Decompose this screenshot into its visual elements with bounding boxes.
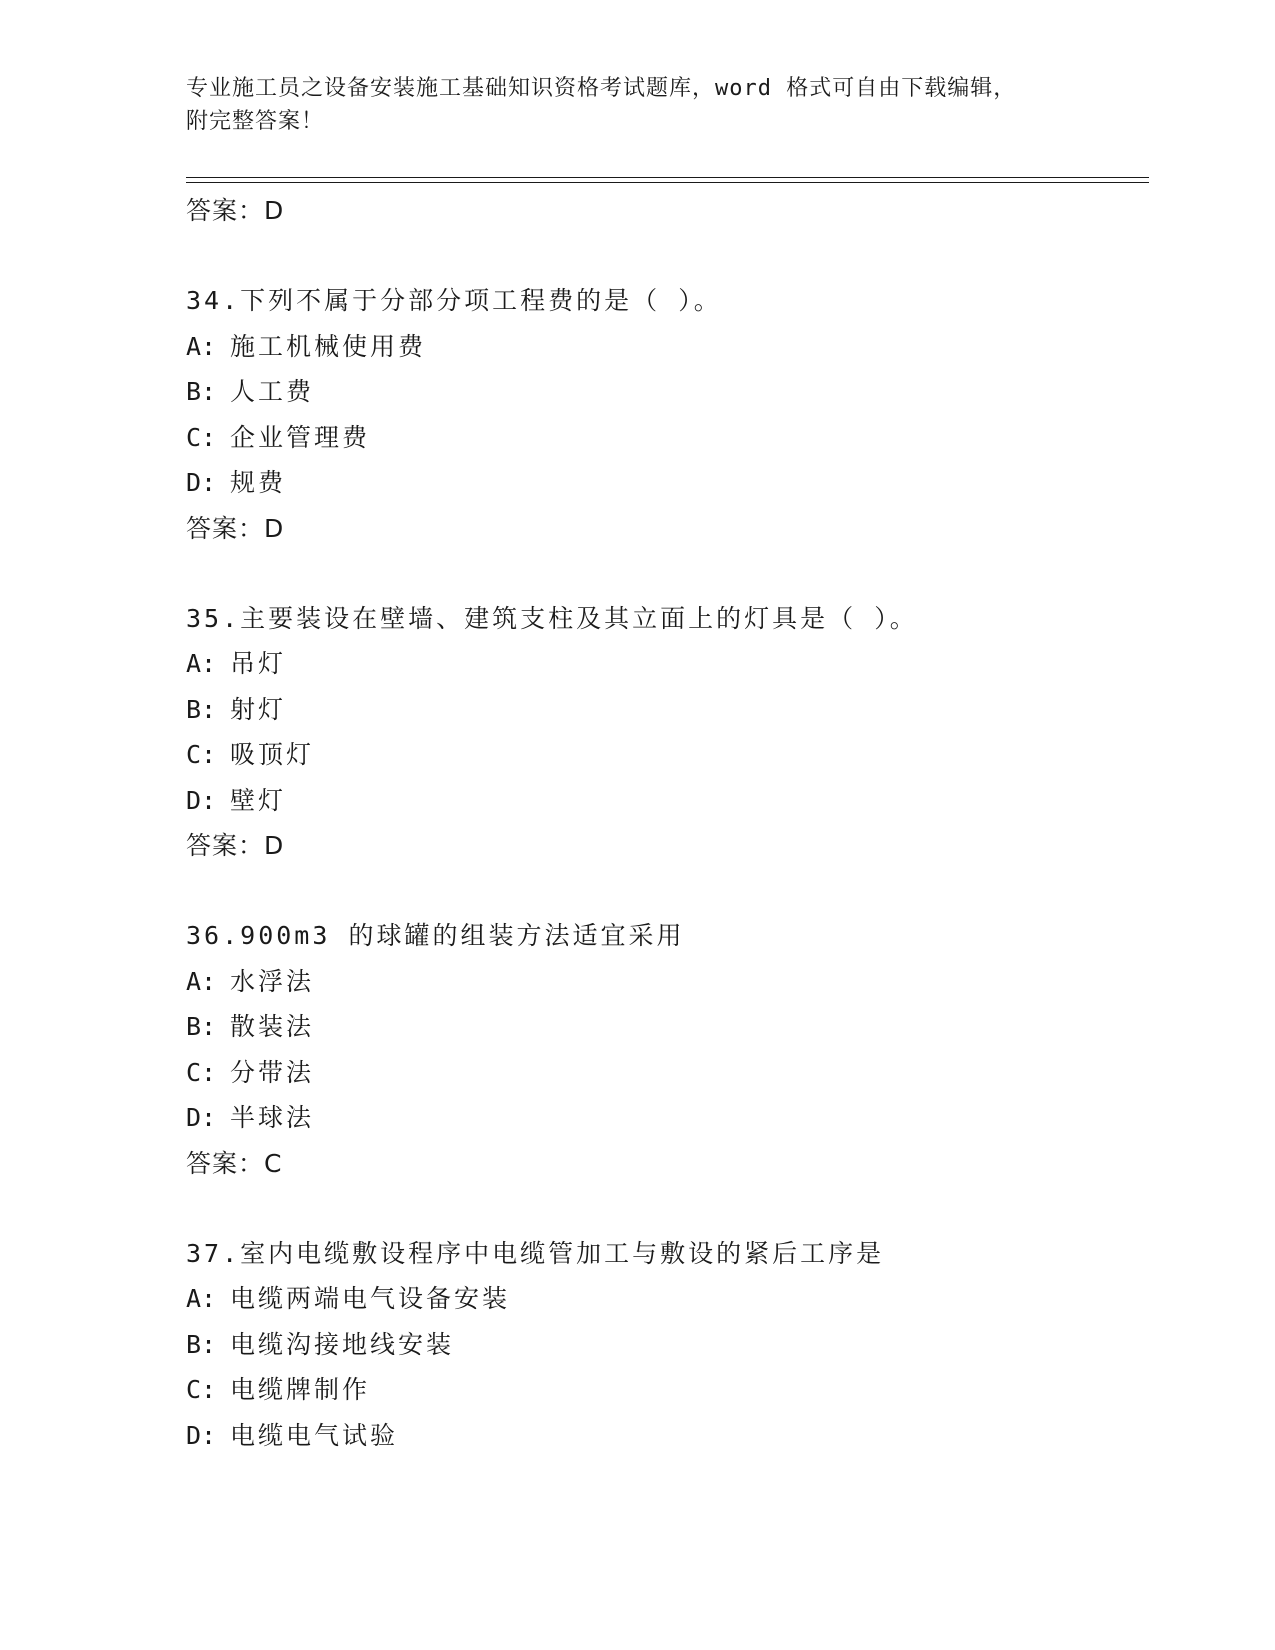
question-37	[186, 1231, 1149, 1459]
option-label: D:	[186, 1420, 217, 1450]
option-text: 吊灯	[230, 649, 287, 678]
option-b	[186, 687, 1149, 733]
option-text: 射灯	[230, 694, 287, 724]
option-label: A:	[186, 649, 217, 678]
option-label: D:	[186, 1103, 217, 1132]
question-stem: 35.主要装设在壁墙、建筑支柱及其立面上的灯具是（ ）。	[186, 603, 918, 633]
option-label: A:	[186, 966, 217, 996]
header-line-2: 附完整答案！	[186, 109, 325, 134]
option-a	[186, 641, 1149, 687]
option-c	[186, 415, 1149, 461]
option-label: B:	[186, 377, 217, 406]
answer-line: 答案：D	[186, 831, 285, 860]
option-label: C:	[186, 1057, 217, 1087]
option-d	[186, 1095, 1149, 1141]
option-d	[186, 778, 1149, 824]
option-c	[186, 732, 1149, 778]
option-label: D:	[186, 785, 217, 815]
option-text: 分带法	[230, 1057, 315, 1087]
header-divider-bottom	[186, 182, 1149, 183]
option-b	[186, 1322, 1149, 1368]
option-b	[186, 369, 1149, 415]
option-label: B:	[186, 1012, 217, 1041]
option-text: 半球法	[230, 1103, 315, 1132]
option-label: B:	[186, 1329, 217, 1359]
option-text: 人工费	[230, 377, 315, 406]
question-35	[186, 596, 1149, 870]
option-label: C:	[186, 740, 217, 769]
option-label: C:	[186, 422, 217, 452]
question-stem: 34.下列不属于分部分项工程费的是（ ）。	[186, 286, 722, 315]
option-text: 电缆电气试验	[230, 1420, 399, 1450]
option-text: 企业管理费	[230, 422, 371, 452]
option-text: 电缆沟接地线安装	[230, 1329, 455, 1359]
option-c	[186, 1050, 1149, 1096]
option-text: 施工机械使用费	[230, 331, 427, 361]
option-b	[186, 1004, 1149, 1050]
option-c	[186, 1367, 1149, 1413]
question-list	[186, 188, 1149, 1458]
answer-line: 答案：C	[186, 1148, 283, 1178]
header-line-1: 专业施工员之设备安装施工基础知识资格考试题库，word 格式可自由下载编辑，	[186, 76, 1017, 101]
option-text: 水浮法	[230, 966, 315, 996]
header-divider-top	[186, 177, 1149, 178]
option-text: 电缆两端电气设备安装	[230, 1284, 511, 1313]
option-d	[186, 1413, 1149, 1459]
answer-line: 答案：D	[186, 513, 285, 543]
option-label: A:	[186, 1284, 217, 1313]
option-a	[186, 1276, 1149, 1322]
option-text: 吸顶灯	[230, 740, 315, 769]
option-a	[186, 324, 1149, 370]
document-header	[186, 72, 1086, 138]
answer-line: 答案：D	[186, 196, 285, 225]
option-label: B:	[186, 694, 217, 724]
option-label: C:	[186, 1375, 217, 1404]
option-text: 电缆牌制作	[230, 1375, 371, 1404]
question-36	[186, 913, 1149, 1187]
option-a	[186, 959, 1149, 1005]
option-text: 壁灯	[230, 785, 287, 815]
option-d	[186, 460, 1149, 506]
option-text: 散装法	[230, 1012, 315, 1041]
option-label: D:	[186, 468, 217, 497]
question-stem: 36.900m3 的球罐的组装方法适宜采用	[186, 921, 685, 950]
question-34	[186, 278, 1149, 552]
question-stem: 37.室内电缆敷设程序中电缆管加工与敷设的紧后工序是	[186, 1238, 885, 1268]
option-text: 规费	[230, 468, 287, 497]
option-label: A:	[186, 331, 217, 361]
